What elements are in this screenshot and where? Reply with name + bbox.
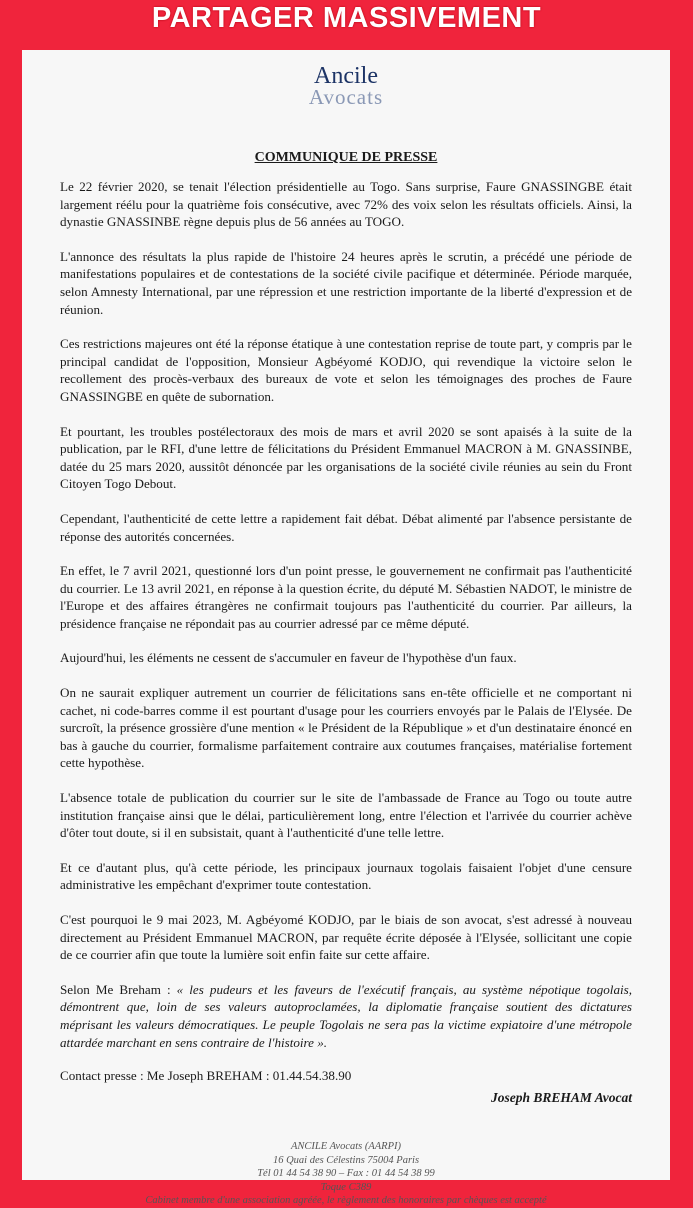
signature: Joseph BREHAM Avocat — [490, 1090, 632, 1106]
logo-sub-text: Avocats — [308, 85, 384, 109]
paragraph: Cependant, l'authenticité de cette lettre a rapidement fait débat. Débat alimenté par l'absence persistante de réponse des autorités concernées. — [60, 510, 632, 544]
quote-text: « les pudeurs et les faveurs de l'exécutif français, au système népotique togolais, démontrent que, loin de ses valeurs autoproclamées, la diplomatie française soutient des dictatures méprisant les valeurs démocratiques. Le peuple Togolais ne sera pas la victime expiatoire d'une métropole attardée marchant en sens contraire de l'histoire ». — [60, 981, 632, 1050]
footer-phone: Tél 01 44 54 38 90 – Fax : 01 44 54 38 99 — [257, 1168, 435, 1180]
paragraph: Ces restrictions majeures ont été la réponse étatique à une contestation reprise de toute part, y compris par le principal candidat de l'opposition, Monsieur Agbéyomé KODJO, qui revendique la victoire selon le recollement des procès-verbaux des bureaux de vote et selon les témoignages des proches de Faure GNASSINGBE en quête de subornation. — [60, 336, 632, 404]
paragraph: Et ce d'autant plus, qu'à cette période, les principaux journaux togolais faisaient l'objet d'une censure administrative les empêchant d'exprimer toute contestation. — [60, 859, 632, 893]
paragraph: En effet, le 7 avril 2021, questionné lors d'un point presse, le gouvernement ne confirmait pas l'authenticité du courrier. Le 13 avril 2021, en réponse à la question écrite, du député M. Sébastien NADOT, le ministre de l'Europe et des affaires étrangères ne confirmait toujours pas l'authenticité du courrier. Par ailleurs, la présidence française ne répondait pas au courrier adressé par ce même député. — [60, 563, 632, 631]
paragraph: C'est pourquoi le 9 mai 2023, M. Agbéyomé KODJO, par le biais de son avocat, s'est adressé à nouveau directement au Président Emmanuel MACRON, par requête écrite déposée à l'Elysée, sollicitant une copie de ce courrier afin que toute la lumière soit enfin faite sur cette affaire. — [60, 912, 632, 963]
paragraph: Et pourtant, les troubles postélectoraux des mois de mars et avril 2020 se sont apaisés à la suite de la publication, par le RFI, d'une lettre de félicitations du Président Emmanuel MACRON à M. GNASSINBE, datée du 25 mars 2020, aussitôt dénoncée par les organisations de la société civile réunies au sein du Front Citoyen Togo Debout. — [60, 423, 632, 492]
press-release-page — [22, 50, 670, 1207]
footer-address: 16 Quai des Célestins 75004 Paris — [272, 1154, 420, 1166]
footer-firm: ANCILE Avocats (AARPI) — [290, 1141, 402, 1153]
banner-text: PARTAGER MASSIVEMENT — [151, 2, 542, 34]
logo-main-text: Ancile — [314, 63, 378, 89]
document-title: COMMUNIQUE DE PRESSE — [254, 150, 438, 165]
footer-notice: Cabinet membre d'une association agréée, le règlement des honoraires par chèques est accepté — [145, 1195, 547, 1207]
letterhead-footer — [60, 1140, 632, 1208]
quote-lead: Selon Me Breham : — [60, 981, 177, 997]
paragraph: On ne saurait expliquer autrement un courrier de félicitations sans en-tête officielle et ne comportant ni cachet, ni code-barres comme il est pourtant d'usage pour les courriers envoyés par le Palais de l'Elysée. De surcroît, la présence grossière d'une mention « le Président de la République » et d'un destinataire énoncé en bas à gauche du courrier, formalisme parfaitement contraire aux coutumes françaises, matérialise fortement cette hypothèse. — [60, 685, 632, 771]
press-contact: Contact presse : Me Joseph BREHAM : 01.44.54.38.90 — [60, 1068, 352, 1084]
firm-logo — [60, 64, 632, 116]
paragraph: L'absence totale de publication du courrier sur le site de l'ambassade de France au Togo ou toute autre institution française ainsi que le délai, particulièrement long, entre l'élection et l'arrivée du courrier achève d'ôter tout doute, si il en subsistait, quant à l'authenticité d'une telle lettre. — [60, 790, 632, 841]
footer-toque: Toque C389 — [320, 1181, 372, 1193]
paragraph: Le 22 février 2020, se tenait l'élection présidentielle au Togo. Sans surprise, Faure GNASSINGBE était largement réélu pour la quatrième fois consécutive, avec 72% des voix selon les résultats officiels. Ainsi, la dynastie GNASSINBE règne depuis plus de 56 années au TOGO. — [60, 179, 632, 230]
quote-paragraph — [60, 981, 632, 1051]
paragraph: L'annonce des résultats la plus rapide de l'histoire 24 heures après le scrutin, a précédé une période de manifestations populaires et de contestations de la société civile pacifique et déterminée. Période marquée, selon Amnesty International, par une répression et une restriction importante de la liberté d'expression et de réunion. — [60, 248, 632, 317]
share-banner — [0, 0, 693, 44]
paragraph: Aujourd'hui, les éléments ne cessent de s'accumuler en faveur de l'hypothèse d'un faux. — [60, 650, 517, 666]
